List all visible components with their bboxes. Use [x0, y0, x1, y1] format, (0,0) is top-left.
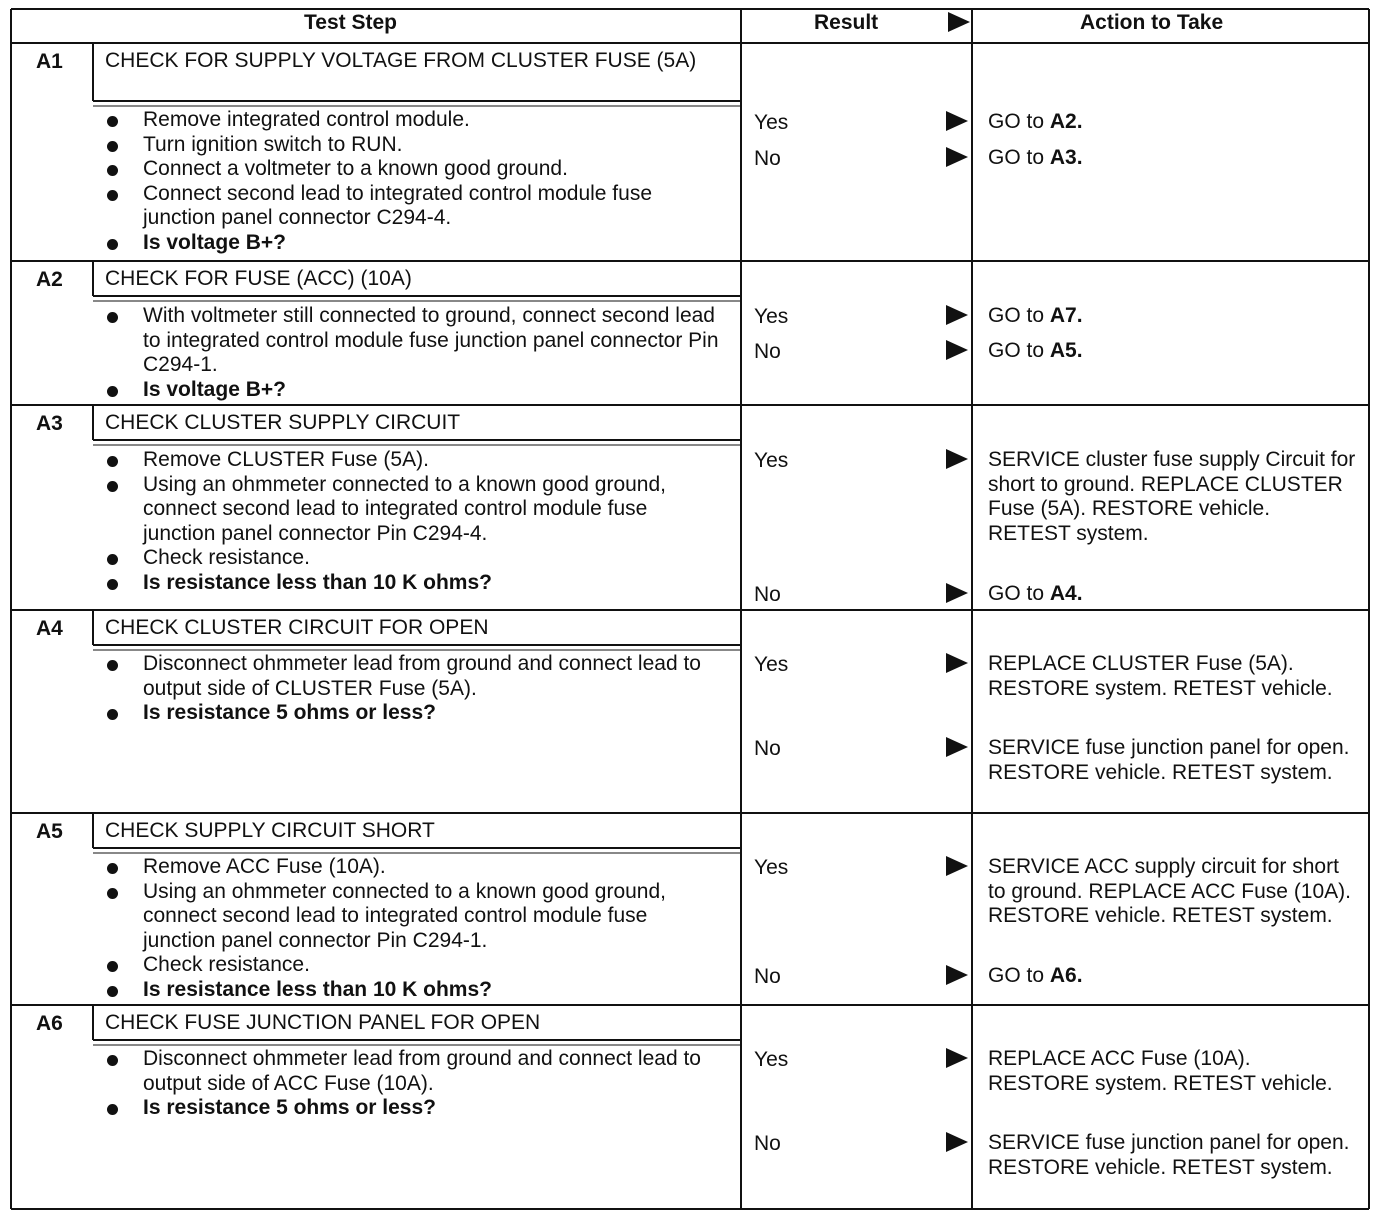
step-title: CHECK FOR FUSE (ACC) (10A) — [105, 267, 412, 290]
bullet-icon — [107, 116, 118, 127]
action-body: GO to — [988, 146, 1050, 169]
bullet-icon — [107, 239, 118, 250]
step-item — [143, 652, 723, 701]
bullet-icon — [107, 481, 118, 492]
step-item — [143, 1047, 723, 1096]
bullet-icon — [107, 986, 118, 997]
bullet-icon — [107, 709, 118, 720]
step-text: Remove CLUSTER Fuse (5A). — [143, 448, 429, 471]
action-body: SERVICE fuse junction panel for open. RESTORE vehicle. RETEST system. — [988, 736, 1350, 784]
action-body: GO to — [988, 339, 1050, 362]
step-item — [143, 157, 723, 182]
action-text — [988, 1047, 1356, 1096]
action-text — [988, 304, 1356, 329]
result-label: No — [754, 340, 781, 363]
step-item — [143, 546, 723, 571]
question-text: Is resistance less than 10 K ohms? — [143, 570, 492, 594]
step-title: CHECK FOR SUPPLY VOLTAGE FROM CLUSTER FUSE (5A) — [105, 49, 697, 72]
step-item — [143, 133, 723, 158]
header-action: Action to Take — [1080, 11, 1224, 34]
step-item — [143, 880, 723, 954]
step-list — [143, 855, 723, 1002]
bullet-icon — [107, 312, 118, 323]
bullet-icon — [107, 554, 118, 565]
step-item — [143, 855, 723, 880]
result-arrow-icon — [946, 653, 968, 673]
step-list — [143, 448, 723, 595]
action-text — [988, 964, 1356, 989]
action-body: GO to — [988, 304, 1050, 327]
step-id: A5 — [36, 820, 63, 843]
action-body: REPLACE CLUSTER Fuse (5A). RESTORE system. RETEST vehicle. — [988, 652, 1333, 700]
step-text: Check resistance. — [143, 546, 310, 569]
step-list — [143, 304, 723, 402]
bullet-icon — [107, 660, 118, 671]
result-label: No — [754, 737, 781, 760]
header-test-step: Test Step — [304, 11, 397, 34]
action-target: A6. — [1049, 964, 1083, 987]
step-item — [143, 448, 723, 473]
step-title: CHECK CLUSTER CIRCUIT FOR OPEN — [105, 616, 489, 639]
result-arrow-icon — [946, 583, 968, 603]
step-item — [143, 304, 723, 378]
result-arrow-icon — [946, 340, 968, 360]
action-body: SERVICE cluster fuse supply Circuit for short to ground. REPLACE CLUSTER Fuse (5A). RESTORE vehicle. RETEST system. — [988, 448, 1356, 545]
result-label: Yes — [754, 305, 789, 328]
result-label: Yes — [754, 449, 789, 472]
step-text: Disconnect ohmmeter lead from ground and connect lead to output side of ACC Fuse (10A). — [143, 1047, 701, 1095]
result-label: Yes — [754, 856, 789, 879]
action-target: A4. — [1049, 582, 1083, 605]
step-instructions — [143, 108, 723, 255]
bullet-icon — [107, 386, 118, 397]
step-question — [143, 1096, 723, 1121]
result-label: Yes — [754, 111, 789, 134]
action-body: SERVICE fuse junction panel for open. RESTORE vehicle. RETEST system. — [988, 1131, 1350, 1179]
step-list — [143, 1047, 723, 1121]
result-label: No — [754, 147, 781, 170]
step-id: A6 — [36, 1012, 63, 1035]
result-label: Yes — [754, 653, 789, 676]
step-list — [143, 652, 723, 726]
action-body: SERVICE ACC supply circuit for short to ground. REPLACE ACC Fuse (10A). RESTORE vehicle. RETEST system. — [988, 855, 1351, 927]
step-instructions — [143, 855, 723, 1002]
bullet-icon — [107, 863, 118, 874]
action-target: A7. — [1049, 304, 1083, 327]
step-instructions — [143, 448, 723, 595]
bullet-icon — [107, 165, 118, 176]
action-target: A5. — [1049, 339, 1083, 362]
step-id: A2 — [36, 268, 63, 291]
step-item — [143, 182, 723, 231]
action-text — [988, 652, 1356, 701]
step-question — [143, 378, 723, 403]
step-instructions — [143, 1047, 723, 1121]
step-question — [143, 571, 723, 596]
step-id: A1 — [36, 50, 63, 73]
question-text: Is voltage B+? — [143, 377, 286, 401]
action-text — [988, 855, 1356, 929]
action-body: GO to — [988, 110, 1050, 133]
action-text — [988, 110, 1356, 135]
action-target: A2. — [1049, 110, 1083, 133]
action-text — [988, 736, 1356, 785]
action-body: GO to — [988, 582, 1050, 605]
bullet-icon — [107, 888, 118, 899]
bullet-icon — [107, 579, 118, 590]
bullet-icon — [107, 1104, 118, 1115]
step-instructions — [143, 304, 723, 402]
step-question — [143, 231, 723, 256]
action-text — [988, 582, 1356, 607]
result-label: No — [754, 965, 781, 988]
action-target: A3. — [1049, 146, 1083, 169]
step-item — [143, 953, 723, 978]
result-label: Yes — [754, 1048, 789, 1071]
step-question — [143, 701, 723, 726]
step-id: A4 — [36, 617, 63, 640]
result-arrow-icon — [946, 1048, 968, 1068]
header-result-arrow-icon — [948, 12, 970, 32]
header-result: Result — [814, 11, 879, 34]
bullet-icon — [107, 456, 118, 467]
step-text: Remove integrated control module. — [143, 108, 470, 131]
step-text: Connect a voltmeter to a known good ground. — [143, 157, 568, 180]
bullet-icon — [107, 141, 118, 152]
question-text: Is resistance less than 10 K ohms? — [143, 977, 492, 1001]
step-id: A3 — [36, 412, 63, 435]
result-label: No — [754, 1132, 781, 1155]
step-text: Using an ohmmeter connected to a known good ground, connect second lead to integrated control module fuse junction panel connector Pin C294-4. — [143, 472, 667, 545]
step-text: Remove ACC Fuse (10A). — [143, 855, 386, 878]
step-question — [143, 978, 723, 1003]
action-body: GO to — [988, 964, 1050, 987]
action-text — [988, 1131, 1356, 1180]
step-text: Connect second lead to integrated control module fuse junction panel connector C294-4. — [143, 181, 652, 229]
result-label: No — [754, 583, 781, 606]
step-text: With voltmeter still connected to ground, connect second lead to integrated control module fuse junction panel connector Pin C294-1. — [143, 304, 719, 376]
question-text: Is resistance 5 ohms or less? — [143, 1096, 436, 1119]
step-title: CHECK SUPPLY CIRCUIT SHORT — [105, 819, 435, 842]
result-arrow-icon — [946, 305, 968, 325]
step-title: CHECK CLUSTER SUPPLY CIRCUIT — [105, 411, 461, 434]
action-text — [988, 339, 1356, 364]
result-arrow-icon — [946, 737, 968, 757]
result-arrow-icon — [946, 856, 968, 876]
step-title: CHECK FUSE JUNCTION PANEL FOR OPEN — [105, 1011, 541, 1034]
action-text — [988, 146, 1356, 171]
action-body: REPLACE ACC Fuse (10A). RESTORE system. RETEST vehicle. — [988, 1047, 1333, 1095]
step-text: Check resistance. — [143, 953, 310, 976]
result-arrow-icon — [946, 111, 968, 131]
result-arrow-icon — [946, 147, 968, 167]
result-arrow-icon — [946, 1132, 968, 1152]
bullet-icon — [107, 190, 118, 201]
step-list — [143, 108, 723, 255]
step-instructions — [143, 652, 723, 726]
action-text — [988, 448, 1356, 546]
bullet-icon — [107, 1055, 118, 1066]
step-text: Disconnect ohmmeter lead from ground and connect lead to output side of CLUSTER Fuse (5A). — [143, 652, 701, 700]
step-text: Using an ohmmeter connected to a known good ground, connect second lead to integrated control module fuse junction panel connector Pin C294-1. — [143, 879, 667, 952]
question-text: Is voltage B+? — [143, 230, 286, 254]
question-text: Is resistance 5 ohms or less? — [143, 701, 436, 724]
result-arrow-icon — [946, 965, 968, 985]
bullet-icon — [107, 961, 118, 972]
result-arrow-icon — [946, 449, 968, 469]
step-item — [143, 108, 723, 133]
step-text: Turn ignition switch to RUN. — [143, 132, 403, 156]
step-item — [143, 473, 723, 547]
